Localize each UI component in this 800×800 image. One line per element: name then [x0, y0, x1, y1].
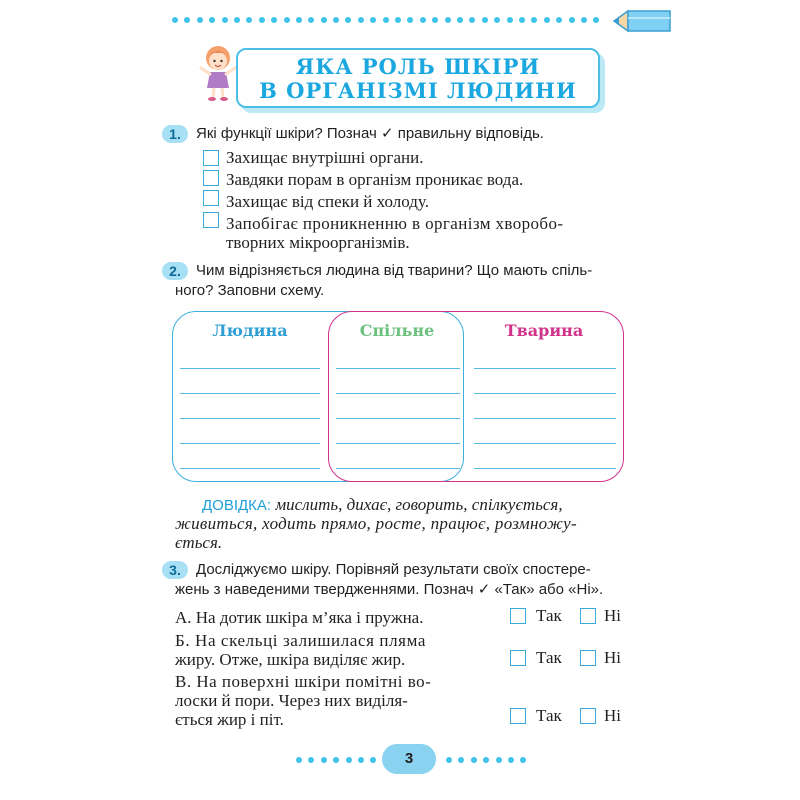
task-1-checkbox-2[interactable] — [203, 170, 219, 186]
hint-line-3: ється. — [175, 533, 223, 552]
statement-b-no-label: Ні — [604, 648, 621, 667]
girl-illustration — [196, 44, 240, 102]
dot — [508, 757, 514, 763]
statement-c-line-1: В. На поверхні шкіри помітні во- — [175, 672, 432, 691]
statement-a-yes-label: Так — [536, 606, 562, 625]
dot — [333, 757, 339, 763]
dot — [544, 17, 550, 23]
pencil-icon — [612, 6, 672, 36]
footer-dotted-rule-right — [446, 756, 533, 764]
statement-c-no-checkbox[interactable] — [580, 708, 596, 724]
check-mark-icon: ✓ — [380, 124, 394, 142]
dot — [222, 17, 228, 23]
footer-dotted-rule-left — [296, 756, 383, 764]
page-number: 3 — [382, 744, 436, 774]
statement-b-line-2: жиру. Отже, шкіра виділяє жир. — [175, 650, 406, 669]
dot — [496, 757, 502, 763]
dot — [172, 17, 178, 23]
dot — [446, 757, 452, 763]
dot — [420, 17, 426, 23]
dot — [370, 17, 376, 23]
task-1-checkbox-1[interactable] — [203, 150, 219, 166]
statement-a-yes-checkbox[interactable] — [510, 608, 526, 624]
dot — [483, 757, 489, 763]
task-1-checkbox-3[interactable] — [203, 190, 219, 206]
dot — [209, 17, 215, 23]
task-1-question-after: правильну відповідь. — [397, 125, 544, 142]
dot — [259, 17, 265, 23]
dot — [296, 17, 302, 23]
dot — [296, 757, 302, 763]
dot — [184, 17, 190, 23]
task-1-option-4-line-1: Запобігає проникненню в організм хворобо- — [226, 214, 564, 233]
task-3-question-after: «Так» або «Ні». — [494, 581, 604, 598]
dot — [581, 17, 587, 23]
statement-c-yes-checkbox[interactable] — [510, 708, 526, 724]
dot — [358, 17, 364, 23]
human-answer-lines[interactable] — [180, 368, 320, 469]
statement-a-no-checkbox[interactable] — [580, 608, 596, 624]
hint-line-1 — [202, 495, 563, 516]
dot — [469, 17, 475, 23]
dot — [519, 17, 525, 23]
task-2-question-line-1: Чим відрізняється людина від тварини? Що мають спіль- — [196, 262, 593, 279]
task-3-question-line-2 — [175, 580, 603, 599]
dot — [531, 17, 537, 23]
dot — [308, 757, 314, 763]
dot — [321, 17, 327, 23]
hint-label: ДОВІДКА: — [202, 497, 272, 514]
dot — [471, 757, 477, 763]
statement-b-yes-label: Так — [536, 648, 562, 667]
dot — [432, 17, 438, 23]
task-1-question-before: Які функції шкіри? Познач — [196, 125, 377, 142]
statement-c-no-label: Ні — [604, 706, 621, 725]
dot — [507, 17, 513, 23]
check-mark-icon: ✓ — [477, 580, 491, 598]
title-line-1: ЯКА РОЛЬ ШКІРИ — [295, 54, 541, 79]
title-box — [236, 48, 600, 108]
dot — [333, 17, 339, 23]
dot — [395, 17, 401, 23]
animal-answer-lines[interactable] — [474, 368, 616, 469]
dot — [482, 17, 488, 23]
task-1-number: 1. — [162, 125, 188, 143]
heading-human: Людина — [212, 321, 288, 340]
dot — [346, 757, 352, 763]
dot — [345, 17, 351, 23]
dot — [358, 757, 364, 763]
task-3-question-before: жень з наведеними твердженнями. Познач — [175, 581, 474, 598]
dot — [197, 17, 203, 23]
statement-c-yes-label: Так — [536, 706, 562, 725]
title-line-2: В ОРГАНІЗМІ ЛЮДИНИ — [259, 78, 577, 103]
dot — [246, 17, 252, 23]
statement-b-yes-checkbox[interactable] — [510, 650, 526, 666]
hint-words-1: мислить, дихає, говорить, спілкується, — [275, 495, 563, 514]
dot — [593, 17, 599, 23]
heading-animal: Тварина — [504, 321, 584, 340]
dot — [520, 757, 526, 763]
statement-a: А. На дотик шкіра м’яка і пружна. — [175, 608, 424, 627]
task-2-question-line-2: ного? Заповни схему. — [175, 282, 325, 299]
task-3-number: 3. — [162, 561, 188, 579]
heading-common: Спільне — [359, 321, 435, 340]
dot — [271, 17, 277, 23]
task-1-option-3: Захищає від спеки й холоду. — [226, 192, 429, 211]
task-1-option-1: Захищає внутрішні органи. — [226, 148, 424, 167]
statement-b-no-checkbox[interactable] — [580, 650, 596, 666]
dot — [321, 757, 327, 763]
dot — [445, 17, 451, 23]
dot — [556, 17, 562, 23]
task-1-question — [196, 124, 544, 143]
dot — [457, 17, 463, 23]
dot — [494, 17, 500, 23]
dot — [407, 17, 413, 23]
common-answer-lines[interactable] — [336, 368, 460, 469]
dot — [308, 17, 314, 23]
task-3-question-line-1: Досліджуємо шкіру. Порівняй результати своїх спостере- — [196, 561, 591, 578]
top-dotted-rule — [172, 16, 606, 24]
hint-line-2: живиться, ходить прямо, росте, працює, розмножу- — [175, 514, 577, 533]
dot — [458, 757, 464, 763]
statement-c-line-3: ється жир і піт. — [175, 710, 284, 729]
dot — [370, 757, 376, 763]
dot — [569, 17, 575, 23]
task-1-option-4-line-2: творних мікроорганізмів. — [226, 233, 410, 252]
dot — [284, 17, 290, 23]
statement-b-line-1: Б. На скельці залишилася пляма — [175, 631, 426, 650]
statement-a-no-label: Ні — [604, 606, 621, 625]
dot — [383, 17, 389, 23]
task-1-checkbox-4[interactable] — [203, 212, 219, 228]
task-1-option-2: Завдяки порам в організм проникає вода. — [226, 170, 524, 189]
dot — [234, 17, 240, 23]
task-2-number: 2. — [162, 262, 188, 280]
statement-c-line-2: лоски й пори. Через них виділя- — [175, 691, 408, 710]
